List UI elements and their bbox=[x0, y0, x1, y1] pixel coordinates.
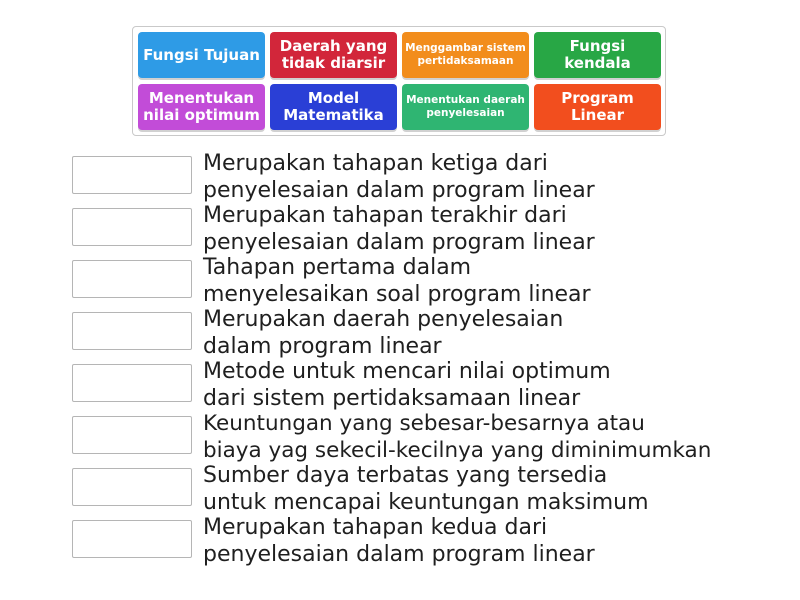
tile-label: Fungsi kendala bbox=[564, 37, 631, 72]
tile-menggambar-sistem[interactable] bbox=[402, 32, 529, 78]
question-line1: Sumber daya terbatas yang tersedia bbox=[203, 463, 608, 488]
question-line2: dalam program linear bbox=[203, 334, 442, 359]
question-text bbox=[203, 150, 783, 204]
question-text bbox=[203, 462, 783, 516]
tile-program-linear[interactable] bbox=[534, 84, 661, 130]
question-row bbox=[72, 150, 772, 203]
question-row bbox=[72, 358, 772, 411]
tile-label: Menggambar sistem pertidaksamaan bbox=[405, 42, 526, 67]
drop-slot[interactable] bbox=[72, 364, 192, 402]
tile-model-matematika[interactable] bbox=[270, 84, 397, 130]
question-line1: Merupakan tahapan terakhir dari bbox=[203, 203, 567, 228]
question-row bbox=[72, 410, 772, 463]
drop-slot[interactable] bbox=[72, 208, 192, 246]
question-row bbox=[72, 306, 772, 359]
question-text bbox=[203, 358, 783, 412]
tile-label: Menentukan daerah penyelesaian bbox=[406, 94, 525, 119]
question-line2: penyelesaian dalam program linear bbox=[203, 542, 595, 567]
question-line1: Merupakan tahapan kedua dari bbox=[203, 515, 548, 540]
tile-label: Menentukan nilai optimum bbox=[143, 89, 260, 124]
question-text bbox=[203, 202, 783, 256]
tile-daerah-tidak-diarsir[interactable] bbox=[270, 32, 397, 78]
drop-slot[interactable] bbox=[72, 416, 192, 454]
question-row bbox=[72, 202, 772, 255]
question-line1: Merupakan daerah penyelesaian bbox=[203, 307, 564, 332]
question-row bbox=[72, 514, 772, 567]
question-line2: untuk mencapai keuntungan maksimum bbox=[203, 490, 649, 515]
tile-label: Daerah yang tidak diarsir bbox=[279, 37, 388, 72]
drop-slot[interactable] bbox=[72, 156, 192, 194]
tile-fungsi-kendala[interactable] bbox=[534, 32, 661, 78]
tile-label: Model Matematika bbox=[283, 89, 384, 124]
drop-slot[interactable] bbox=[72, 468, 192, 506]
question-text bbox=[203, 254, 783, 308]
question-line2: penyelesaian dalam program linear bbox=[203, 230, 595, 255]
question-row bbox=[72, 254, 772, 307]
question-text bbox=[203, 306, 783, 360]
question-text bbox=[203, 410, 783, 464]
tile-label: Fungsi Tujuan bbox=[143, 45, 260, 64]
drop-slot[interactable] bbox=[72, 520, 192, 558]
tile-label: Program Linear bbox=[561, 89, 634, 124]
drop-slot[interactable] bbox=[72, 260, 192, 298]
question-line2: dari sistem pertidaksamaan linear bbox=[203, 386, 581, 411]
drop-slot[interactable] bbox=[72, 312, 192, 350]
question-line1: Merupakan tahapan ketiga dari bbox=[203, 151, 548, 176]
question-line2: penyelesaian dalam program linear bbox=[203, 178, 595, 203]
question-line2: biaya yag sekecil-kecilnya yang diminimumkan bbox=[203, 438, 712, 463]
question-text bbox=[203, 514, 783, 568]
tile-fungsi-tujuan[interactable] bbox=[138, 32, 265, 78]
tile-menentukan-nilai-optimum[interactable] bbox=[138, 84, 265, 130]
answer-bank bbox=[132, 26, 666, 136]
question-line2: menyelesaikan soal program linear bbox=[203, 282, 591, 307]
question-row bbox=[72, 462, 772, 515]
question-line1: Metode untuk mencari nilai optimum bbox=[203, 359, 611, 384]
question-line1: Keuntungan yang sebesar-besarnya atau bbox=[203, 411, 645, 436]
tile-menentukan-daerah[interactable] bbox=[402, 84, 529, 130]
question-line1: Tahapan pertama dalam bbox=[203, 255, 472, 280]
